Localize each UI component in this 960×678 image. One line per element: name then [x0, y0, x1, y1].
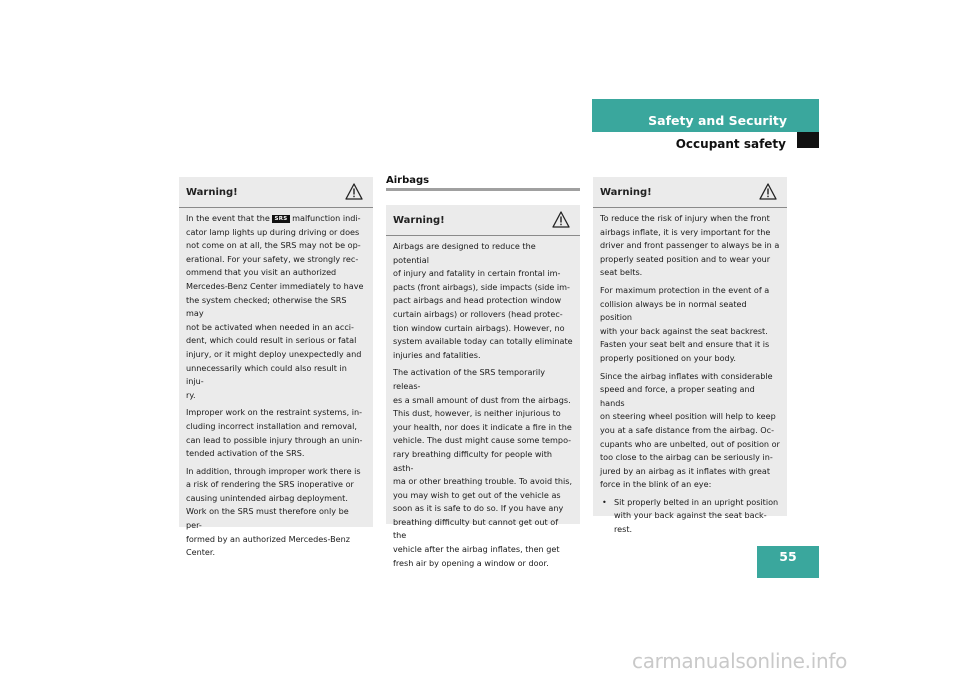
- warning-header: [593, 177, 787, 208]
- paragraph: Improper work on the restraint systems, in- cluding incorrect installation and removal, can lead to possible injury through an unin- tended activation of the SRS.: [186, 407, 363, 459]
- section-title-header: Safety and Security: [648, 113, 787, 128]
- paragraph: In the event that the SRS malfunction indi- cator lamp lights up during driving or does not come on at all, the SRS may not be op- erational. For your safety, we strongly rec- ommend that you visit an authorized Mercedes-Benz Center immediately to have the system checked; otherwise the SRS may not be activated when needed in an acci- dent, which could result in serious or fatal injury, or it might deploy unexpectedly and unnecessarily which could also result in inju- ry.: [186, 213, 364, 400]
- warning-body: [593, 208, 787, 537]
- section-header-bar: [592, 99, 819, 132]
- airbags-heading: Airbags: [386, 175, 430, 186]
- warning-body: [386, 236, 580, 570]
- srs-indicator-icon: SRS: [274, 216, 288, 222]
- paragraph: In addition, through improper work there is a risk of rendering the SRS inoperative or causing unintended airbag deployment. Work on the SRS must therefore only be per- formed by an authorized Mercedes-Benz Center.: [186, 465, 361, 558]
- warning-triangle-icon: [759, 183, 777, 200]
- warning-box-seating: [593, 177, 787, 535]
- warning-box-airbags: [386, 205, 580, 568]
- watermark: carmanualsonline.info: [632, 649, 848, 673]
- paragraph: Airbags are designed to reduce the potential of injury and fatality in certain frontal im- pacts (front airbags), side impacts (side im- pact airbags and head protection window curtain airbags) or rollovers (head protec- tion window curtain airbags). However, no system available today can totally eliminate injuries and fatalities.: [393, 241, 573, 360]
- warning-header: [179, 177, 373, 208]
- bullet-item: • Sit properly belted in an upright position with your back against the seat back- rest.: [602, 496, 779, 535]
- warning-box-srs-lamp: [179, 177, 373, 558]
- warning-triangle-icon: [552, 211, 570, 228]
- heading-rule: [386, 188, 580, 191]
- warning-title: Warning!: [600, 187, 652, 198]
- warning-title: Warning!: [186, 187, 238, 198]
- warning-title: Warning!: [393, 215, 445, 226]
- paragraph: The activation of the SRS temporarily releas- es a small amount of dust from the airbags. This dust, however, is neither injurious to your health, nor does it indicate a fire in the vehicle. The dust might cause some tempo- rary breathing difficulty for people with asth- ma or other breathing trouble. To avoid this, you may wish to get out of the vehicle as soon as it is safe to do so. If you have any breathing difficulty but cannot get out of the vehicle after the airbag inflates, then get fresh air by opening a window or door.: [393, 367, 573, 568]
- paragraph: Since the airbag inflates with considerable speed and force, a proper seating and hands on steering wheel position will help to keep you at a safe distance from the airbag. Oc- cupants who are unbelted, out of position or too close to the airbag can be seriously in- jured by an airbag as it inflates with great force in the blink of an eye:: [600, 370, 780, 490]
- warning-triangle-icon: [345, 183, 363, 200]
- subsection-header: [592, 132, 790, 153]
- paragraph: For maximum protection in the event of a collision always be in normal seated position with your back against the seat backrest. Fasten your seat belt and ensure that it is properly positioned on your body.: [600, 284, 770, 363]
- warning-body: [179, 208, 373, 560]
- bullet-icon: •: [602, 496, 607, 507]
- warning-header: [386, 205, 580, 236]
- header-marker: [797, 132, 819, 148]
- subsection-title: Occupant safety: [675, 137, 786, 151]
- page-number: 55: [757, 546, 819, 578]
- paragraph: To reduce the risk of injury when the front airbags inflate, it is very important for the driver and front passenger to always be in a properly seated position and to wear your seat belts.: [600, 213, 780, 278]
